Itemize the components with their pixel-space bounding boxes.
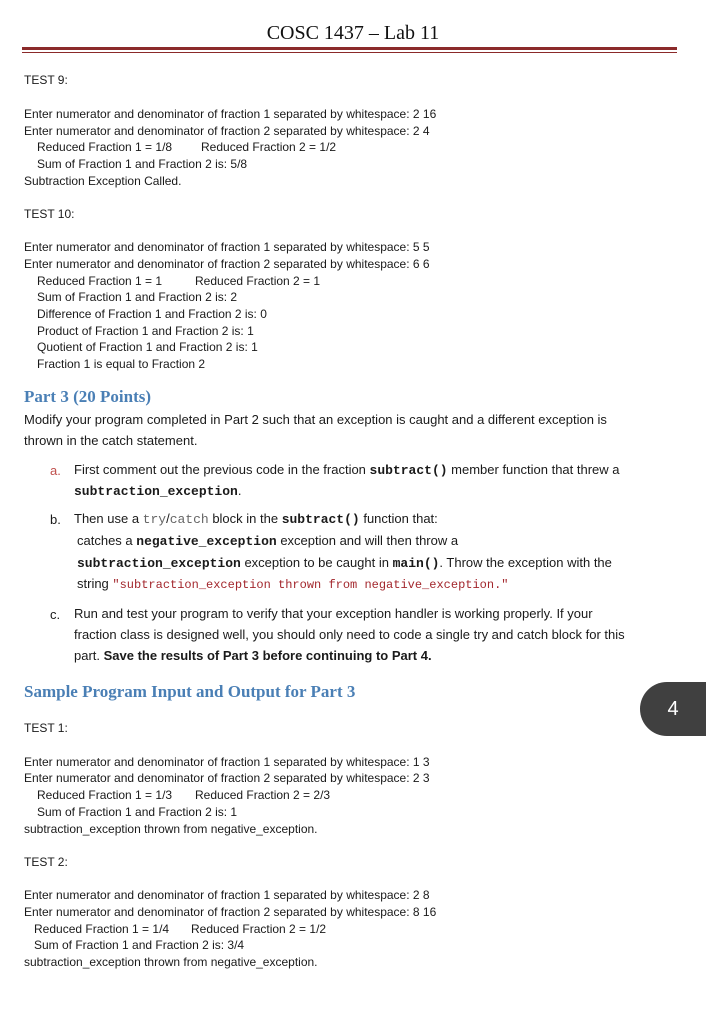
item-b-line3 bbox=[77, 552, 612, 574]
item-c-line3 bbox=[74, 645, 432, 666]
test10-input1: Enter numerator and denominator of fraction 1 separated by whitespace: 5 5 bbox=[24, 240, 430, 254]
test1-reduced1: Reduced Fraction 1 = 1/3 bbox=[37, 788, 173, 802]
test10-equal: Fraction 1 is equal to Fraction 2 bbox=[37, 357, 206, 371]
item-c-line1: Run and test your program to verify that your exception handler is working properly. If your bbox=[74, 606, 593, 621]
item-b-marker: b. bbox=[50, 512, 61, 527]
test1-input2: Enter numerator and denominator of fraction 2 separated by whitespace: 2 3 bbox=[24, 771, 430, 785]
item-b-code-negative-exception: negative_exception bbox=[136, 534, 277, 549]
item-a-line2 bbox=[74, 480, 241, 502]
test9-input2: Enter numerator and denominator of fraction 2 separated by whitespace: 2 4 bbox=[24, 124, 430, 138]
test2-reduced2: Reduced Fraction 2 = 1/2 bbox=[191, 922, 327, 936]
item-c-marker: c. bbox=[50, 607, 61, 622]
test9-input1: Enter numerator and denominator of fraction 1 separated by whitespace: 2 16 bbox=[24, 107, 437, 121]
item-b-line2 bbox=[77, 530, 458, 552]
item-b-code-string: "subtraction_exception thrown from negative_exception." bbox=[112, 578, 509, 592]
test1-input1: Enter numerator and denominator of fraction 1 separated by whitespace: 1 3 bbox=[24, 755, 430, 769]
item-b-line1 bbox=[74, 508, 438, 530]
test1-sum: Sum of Fraction 1 and Fraction 2 is: 1 bbox=[37, 805, 238, 819]
item-b-code-catch: catch bbox=[169, 512, 209, 527]
item-b-text8: string bbox=[77, 576, 113, 591]
test2-sum: Sum of Fraction 1 and Fraction 2 is: 3/4 bbox=[34, 938, 245, 952]
item-a-text1: First comment out the previous code in the fraction bbox=[74, 462, 370, 477]
item-b-code-subtract: subtract() bbox=[281, 512, 360, 527]
header-rule-thin bbox=[22, 52, 677, 53]
item-a-text2: member function that threw a bbox=[447, 462, 620, 477]
test2-exception: subtraction_exception thrown from negative_exception. bbox=[24, 955, 318, 969]
test9-reduced1: Reduced Fraction 1 = 1/8 bbox=[37, 140, 173, 154]
part3-intro-line2: thrown in the catch statement. bbox=[24, 433, 198, 448]
test2-label: TEST 2: bbox=[24, 855, 68, 869]
test9-reduced2: Reduced Fraction 2 = 1/2 bbox=[201, 140, 337, 154]
item-b-text4: catches a bbox=[77, 533, 137, 548]
item-b-code-subtraction-exception: subtraction_exception bbox=[77, 556, 241, 571]
test10-difference: Difference of Fraction 1 and Fraction 2 is: 0 bbox=[37, 307, 267, 321]
test2-input2: Enter numerator and denominator of fraction 2 separated by whitespace: 8 16 bbox=[24, 905, 437, 919]
item-a-code-subtraction-exception: subtraction_exception bbox=[74, 484, 238, 499]
item-b-text5: exception and will then throw a bbox=[276, 533, 459, 548]
item-b-text7: . Throw the exception with the bbox=[439, 555, 612, 570]
item-b-code-try: try bbox=[142, 512, 167, 527]
part3-intro-line1: Modify your program completed in Part 2 such that an exception is caught and a different exception is bbox=[24, 412, 607, 427]
item-b-line4 bbox=[77, 573, 508, 596]
test1-reduced2: Reduced Fraction 2 = 2/3 bbox=[195, 788, 331, 802]
test10-reduced2: Reduced Fraction 2 = 1 bbox=[195, 274, 321, 288]
item-c-bold-note: Save the results of Part 3 before continuing to Part 4. bbox=[103, 648, 432, 663]
item-b-text6: exception to be caught in bbox=[240, 555, 393, 570]
item-c-line2: fraction class is designed well, you should only need to code a single try and catch block for this bbox=[74, 627, 625, 642]
part3-heading: Part 3 (20 Points) bbox=[24, 387, 152, 406]
item-b-text2: block in the bbox=[208, 511, 282, 526]
test9-exception: Subtraction Exception Called. bbox=[24, 174, 182, 188]
sample-heading: Sample Program Input and Output for Part 3 bbox=[24, 682, 356, 701]
item-c-text3: part. bbox=[74, 648, 104, 663]
item-b-slash: / bbox=[166, 511, 170, 526]
item-b-text1: Then use a bbox=[74, 511, 143, 526]
test10-quotient: Quotient of Fraction 1 and Fraction 2 is: 1 bbox=[37, 340, 258, 354]
test10-input2: Enter numerator and denominator of fraction 2 separated by whitespace: 6 6 bbox=[24, 257, 430, 271]
test1-label: TEST 1: bbox=[24, 721, 68, 735]
page-number-tab: 4 bbox=[640, 682, 706, 736]
test2-input1: Enter numerator and denominator of fraction 1 separated by whitespace: 2 8 bbox=[24, 888, 430, 902]
test9-sum: Sum of Fraction 1 and Fraction 2 is: 5/8 bbox=[37, 157, 248, 171]
page-title: COSC 1437 – Lab 11 bbox=[266, 22, 440, 44]
test10-sum: Sum of Fraction 1 and Fraction 2 is: 2 bbox=[37, 290, 238, 304]
test10-label: TEST 10: bbox=[24, 207, 75, 221]
test9-label: TEST 9: bbox=[24, 73, 68, 87]
test10-product: Product of Fraction 1 and Fraction 2 is: 1 bbox=[37, 324, 254, 338]
test10-reduced1: Reduced Fraction 1 = 1 bbox=[37, 274, 163, 288]
item-a-code-subtract: subtract() bbox=[369, 463, 448, 478]
item-b-code-main: main() bbox=[392, 556, 440, 571]
item-a-marker: a. bbox=[50, 463, 61, 478]
header-rule-thick bbox=[22, 47, 677, 50]
item-a-line1 bbox=[74, 459, 620, 481]
item-a-period: . bbox=[237, 483, 242, 498]
test1-exception: subtraction_exception thrown from negative_exception. bbox=[24, 822, 318, 836]
test2-reduced1: Reduced Fraction 1 = 1/4 bbox=[34, 922, 170, 936]
item-b-text3: function that: bbox=[359, 511, 438, 526]
